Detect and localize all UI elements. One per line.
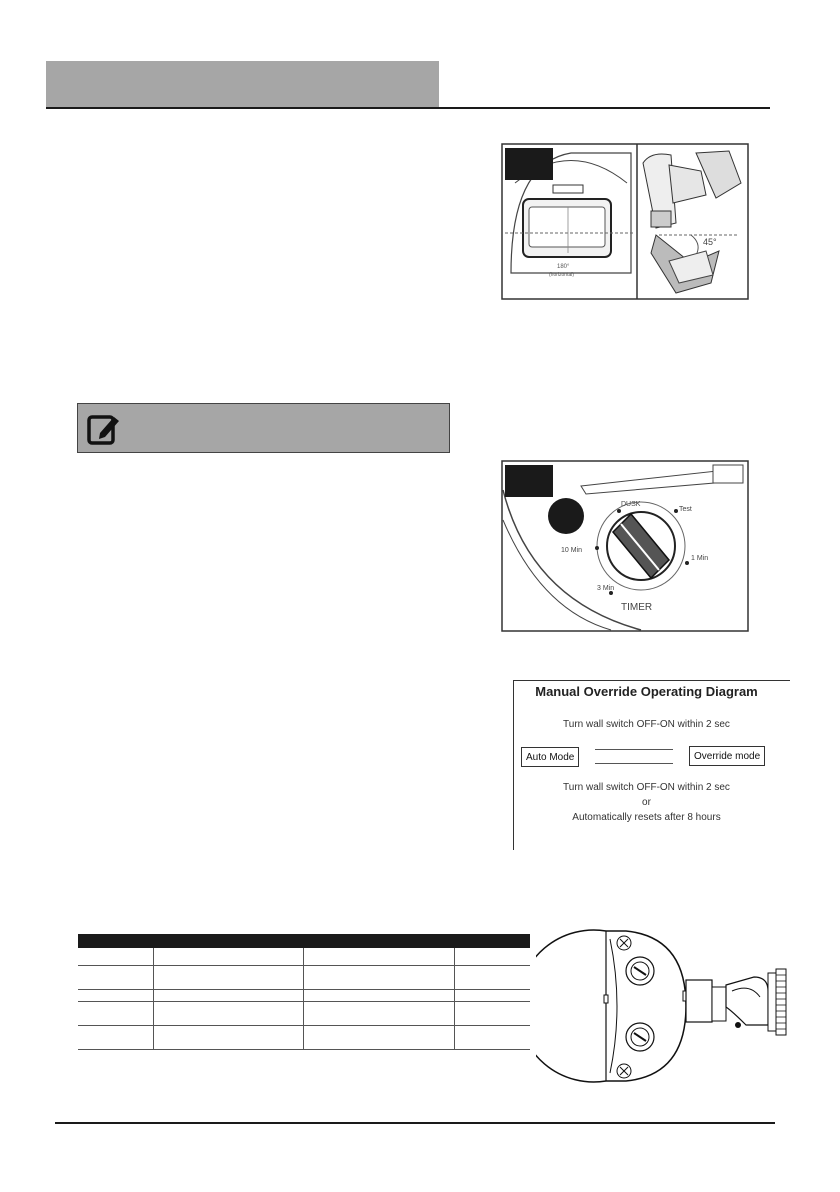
table-cell — [153, 990, 304, 1002]
note-pencil-icon — [86, 411, 122, 447]
manual-override-diagram — [503, 675, 790, 853]
table-row — [78, 1026, 530, 1050]
table-cell — [78, 1002, 153, 1026]
svg-text:(horizontal): (horizontal) — [549, 272, 575, 278]
table-cell — [153, 1002, 304, 1026]
table-cell — [455, 1026, 530, 1050]
table-header-cell — [304, 934, 455, 948]
arrow-to-override — [595, 749, 673, 750]
diagram-instruction-top: Turn wall switch OFF-ON within 2 sec — [563, 719, 730, 730]
table-header-cell — [153, 934, 304, 948]
note-box — [77, 403, 450, 453]
table-cell — [304, 1002, 455, 1026]
angle-label: 45° — [703, 237, 717, 247]
header-rule — [46, 107, 770, 109]
svg-text:180°: 180° — [557, 264, 570, 270]
timer-dial-name: TIMER — [621, 602, 653, 613]
timer-setting-1min: 1 Min — [691, 555, 709, 562]
table-cell — [153, 1026, 304, 1050]
table-row — [78, 1002, 530, 1026]
table-cell — [78, 1026, 153, 1050]
table-cell — [78, 948, 153, 966]
table-cell — [455, 966, 530, 990]
table-header-cell — [78, 934, 153, 948]
auto-mode-box: Auto Mode — [521, 747, 579, 767]
table-cell — [78, 990, 153, 1002]
table-cell — [153, 966, 304, 990]
sensor-angle-figure — [501, 143, 749, 300]
diagram-auto-reset: Automatically resets after 8 hours — [572, 812, 721, 823]
footer-rule — [55, 1122, 775, 1124]
table-cell — [78, 966, 153, 990]
timer-setting-dusk: DUSK — [621, 501, 641, 508]
table-cell — [304, 1026, 455, 1050]
table-header-cell — [455, 934, 530, 948]
figure-label-block — [505, 465, 553, 497]
diagram-instruction-bottom: Turn wall switch OFF-ON within 2 sec — [563, 782, 730, 793]
timer-setting-10min: 10 Min — [561, 547, 583, 554]
table-cell — [304, 990, 455, 1002]
table-cell — [455, 990, 530, 1002]
section-header-tab — [46, 61, 439, 108]
spec-table — [78, 934, 530, 1050]
diagram-or: or — [642, 797, 651, 808]
table-cell — [304, 948, 455, 966]
table-cell — [455, 948, 530, 966]
diagram-title: Manual Override Operating Diagram — [535, 684, 758, 699]
timer-setting-3min: 3 Min — [597, 585, 615, 592]
table-row — [78, 990, 530, 1002]
override-mode-box: Override mode — [689, 746, 765, 766]
table-cell — [455, 1002, 530, 1026]
timer-setting-test: Test — [679, 506, 692, 513]
table-header-row — [78, 934, 530, 948]
fixture-drawing — [536, 925, 812, 1087]
timer-dial-figure — [501, 460, 749, 632]
table-cell — [304, 966, 455, 990]
table-cell — [153, 948, 304, 966]
table-row — [78, 966, 530, 990]
arrow-to-auto — [595, 763, 673, 764]
table-row — [78, 948, 530, 966]
figure-label-block — [505, 148, 553, 180]
